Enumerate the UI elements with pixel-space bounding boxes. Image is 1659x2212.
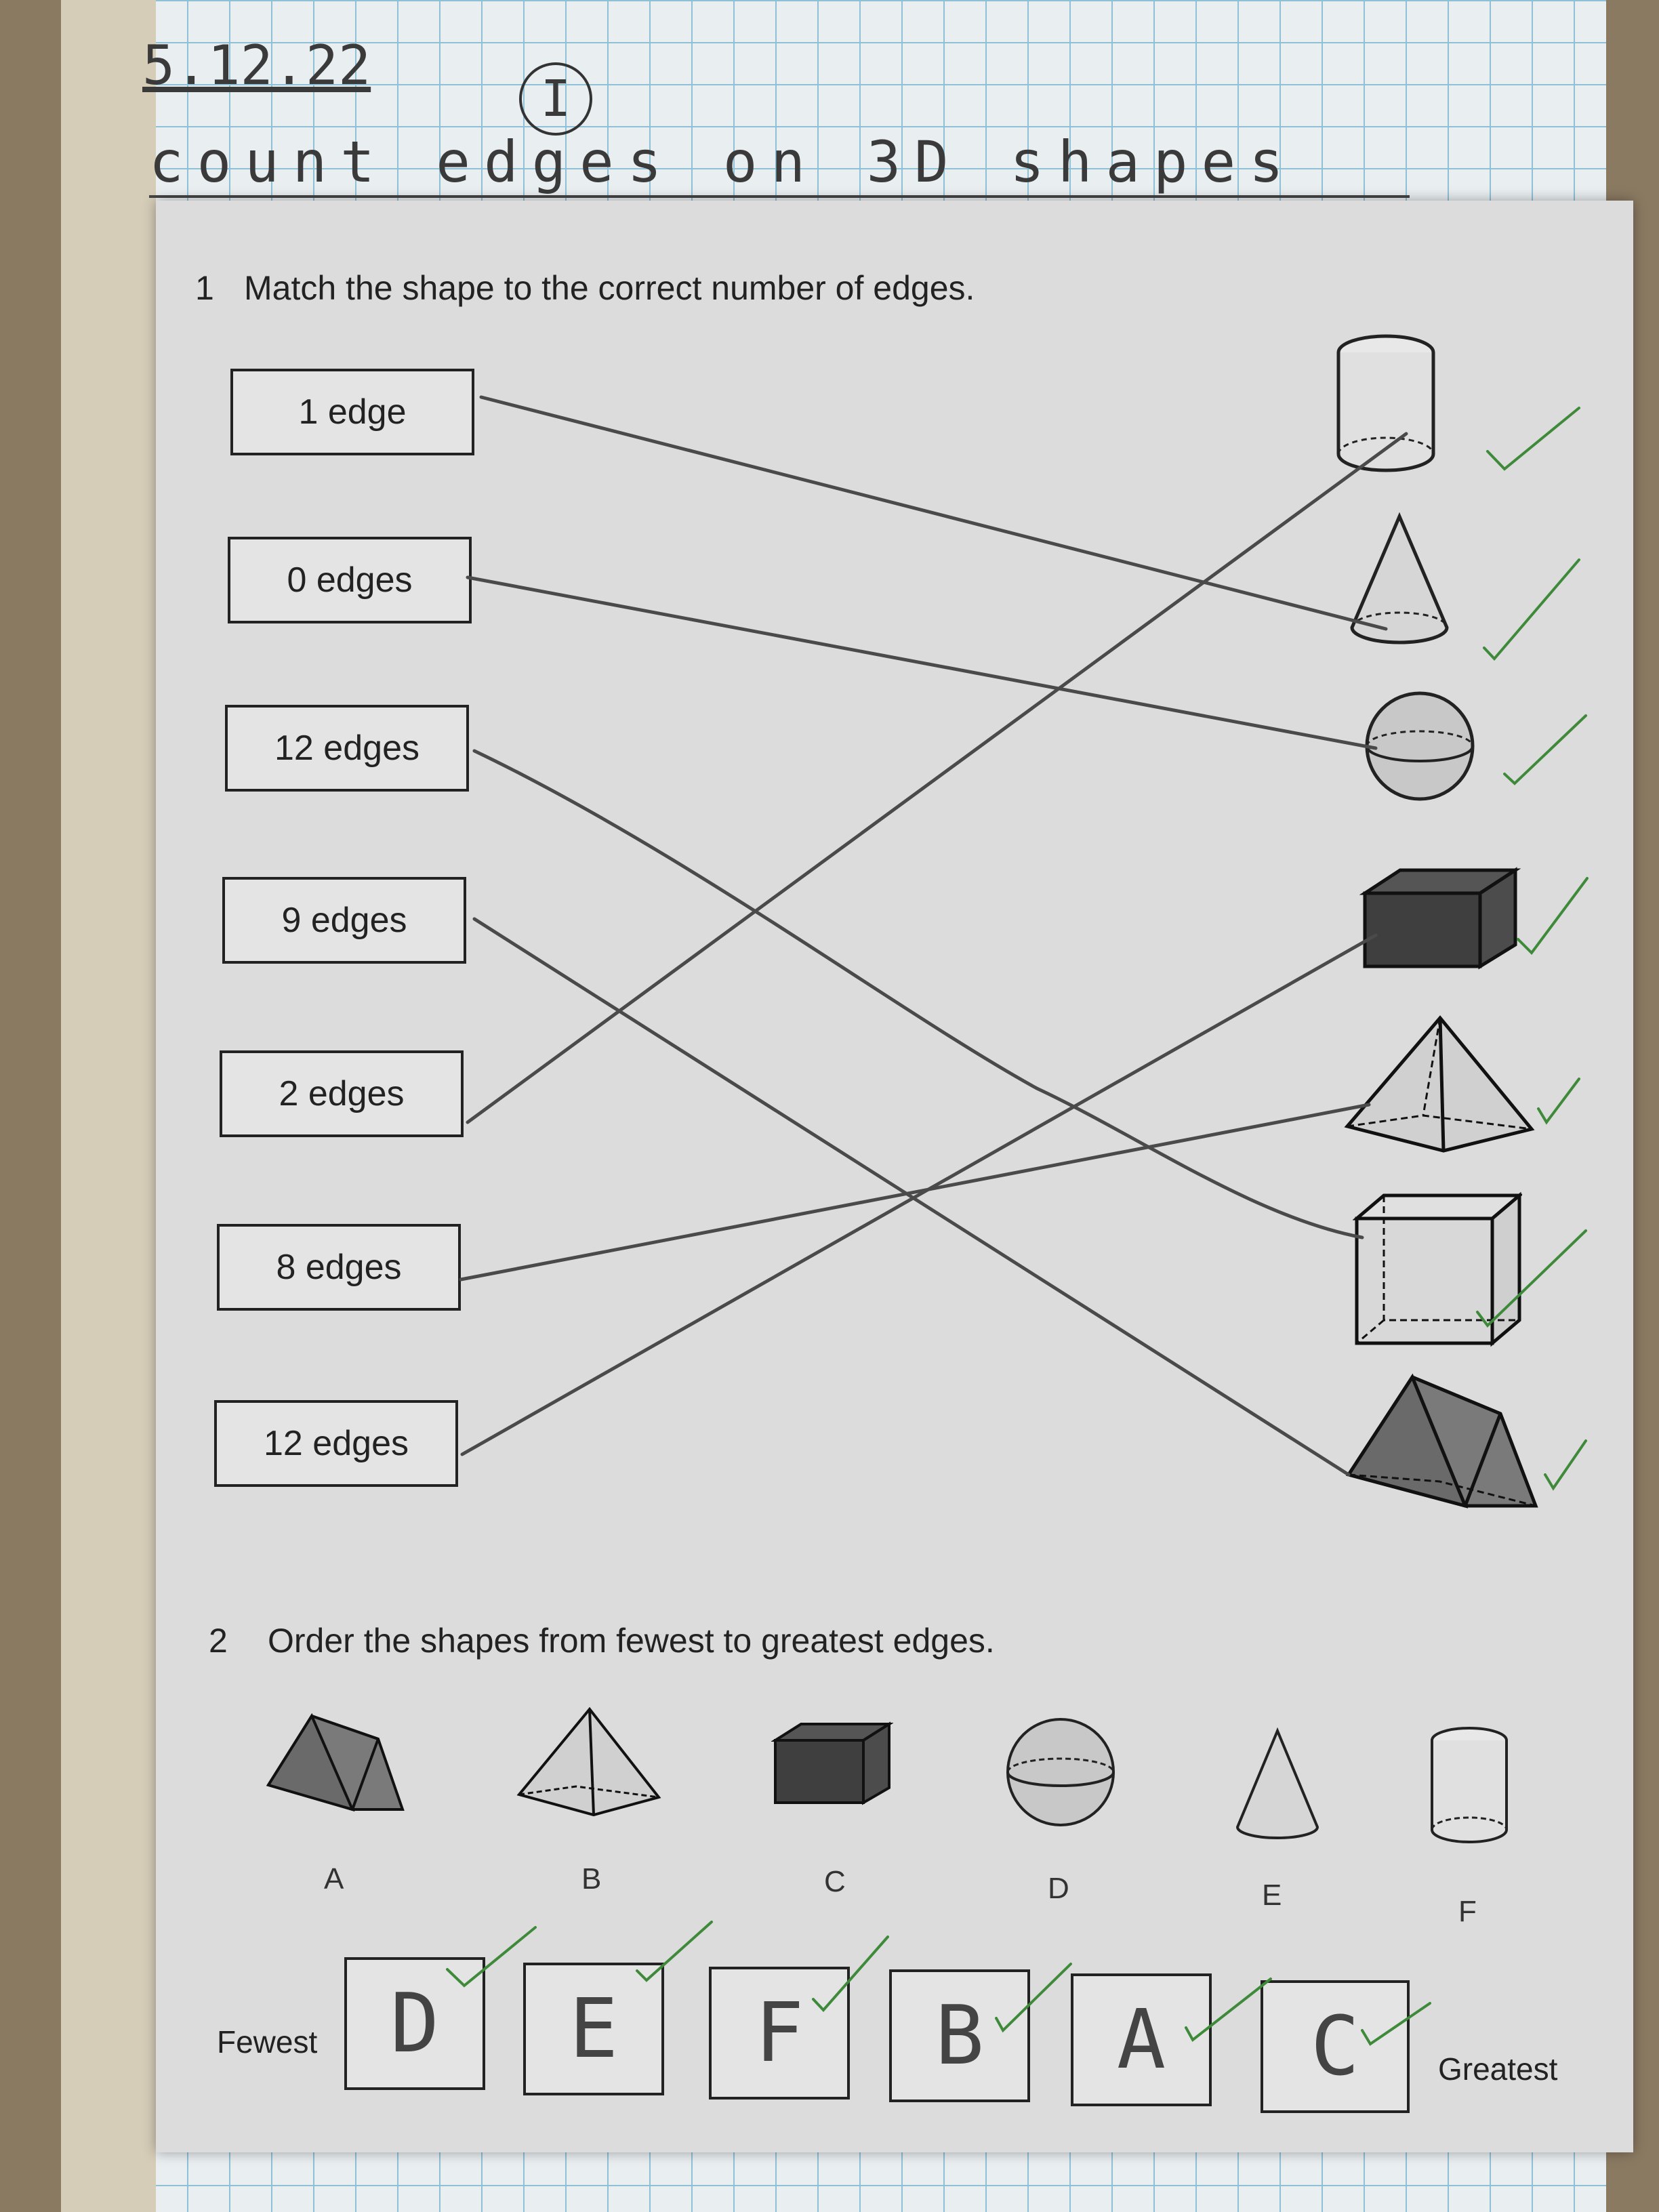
- tick-icon: [637, 1922, 712, 1980]
- edge-label-6: 8 edges: [217, 1224, 461, 1311]
- handwritten-title: count edges on 3D shapes: [149, 129, 1410, 198]
- edge-label-2: 0 edges: [228, 537, 472, 623]
- answer-box-4[interactable]: B: [889, 1969, 1030, 2102]
- shape-letter-e: E: [1262, 1879, 1282, 1912]
- match-line-2: [468, 577, 1376, 748]
- notebook-margin: [61, 0, 156, 2212]
- answer-box-3[interactable]: F: [709, 1967, 850, 2100]
- shape-letter-a: A: [324, 1862, 344, 1896]
- tick-icon: [1538, 1079, 1579, 1122]
- worksheet: [156, 201, 1633, 2152]
- edge-label-3: 12 edges: [225, 705, 469, 792]
- tick-icon: [813, 1937, 888, 2010]
- match-line-5: [468, 434, 1406, 1122]
- tick-icon: [447, 1927, 535, 1986]
- square-pyramid-icon: [515, 1705, 664, 1820]
- answer-box-1[interactable]: D: [344, 1957, 485, 2090]
- shape-letter-f: F: [1458, 1895, 1477, 1928]
- handwritten-date: 5.12.22: [142, 34, 371, 97]
- q1-number: 1: [195, 269, 214, 307]
- q2-number: 2: [209, 1622, 228, 1660]
- sphere-icon: [1003, 1715, 1118, 1830]
- match-line-4: [474, 919, 1349, 1475]
- greatest-label: Greatest: [1438, 2051, 1558, 2087]
- shape-letter-d: D: [1048, 1872, 1069, 1905]
- tick-icon: [1504, 716, 1586, 783]
- tick-icon: [1484, 560, 1579, 659]
- q1-text: Match the shape to the correct number of edges.: [244, 269, 975, 307]
- shape-letter-c: C: [824, 1865, 846, 1898]
- match-line-1: [481, 397, 1386, 629]
- answer-box-5[interactable]: A: [1071, 1973, 1212, 2106]
- match-line-3: [474, 751, 1362, 1237]
- tick-icon: [1518, 878, 1587, 953]
- tick-icon: [996, 1964, 1071, 2030]
- cone-icon: [1233, 1727, 1322, 1842]
- edge-label-4: 9 edges: [222, 877, 466, 964]
- tick-icon: [1545, 1441, 1586, 1488]
- q2-text: Order the shapes from fewest to greatest edges.: [268, 1622, 995, 1660]
- edge-label-1: 1 edge: [230, 369, 474, 455]
- cuboid-icon: [771, 1720, 893, 1808]
- notebook-page: [61, 0, 1606, 2212]
- tick-icon: [1362, 2003, 1430, 2044]
- edge-label-7: 12 edges: [214, 1400, 458, 1487]
- fewest-label: Fewest: [217, 2024, 318, 2060]
- tick-icon: [1477, 1231, 1586, 1326]
- tick-icon: [1488, 408, 1579, 469]
- q2-tick-markings: [156, 1895, 1633, 2098]
- handwritten-lesson-number: I: [519, 62, 592, 136]
- tick-icon: [1186, 1979, 1271, 2040]
- shape-letter-b: B: [581, 1862, 602, 1896]
- answer-box-2[interactable]: E: [523, 1963, 664, 2095]
- answer-markings: [156, 201, 1633, 2152]
- triangular-prism-icon: [264, 1712, 407, 1814]
- answer-box-6[interactable]: C: [1261, 1980, 1410, 2113]
- edge-label-5: 2 edges: [220, 1050, 464, 1137]
- cylinder-icon: [1429, 1725, 1510, 1847]
